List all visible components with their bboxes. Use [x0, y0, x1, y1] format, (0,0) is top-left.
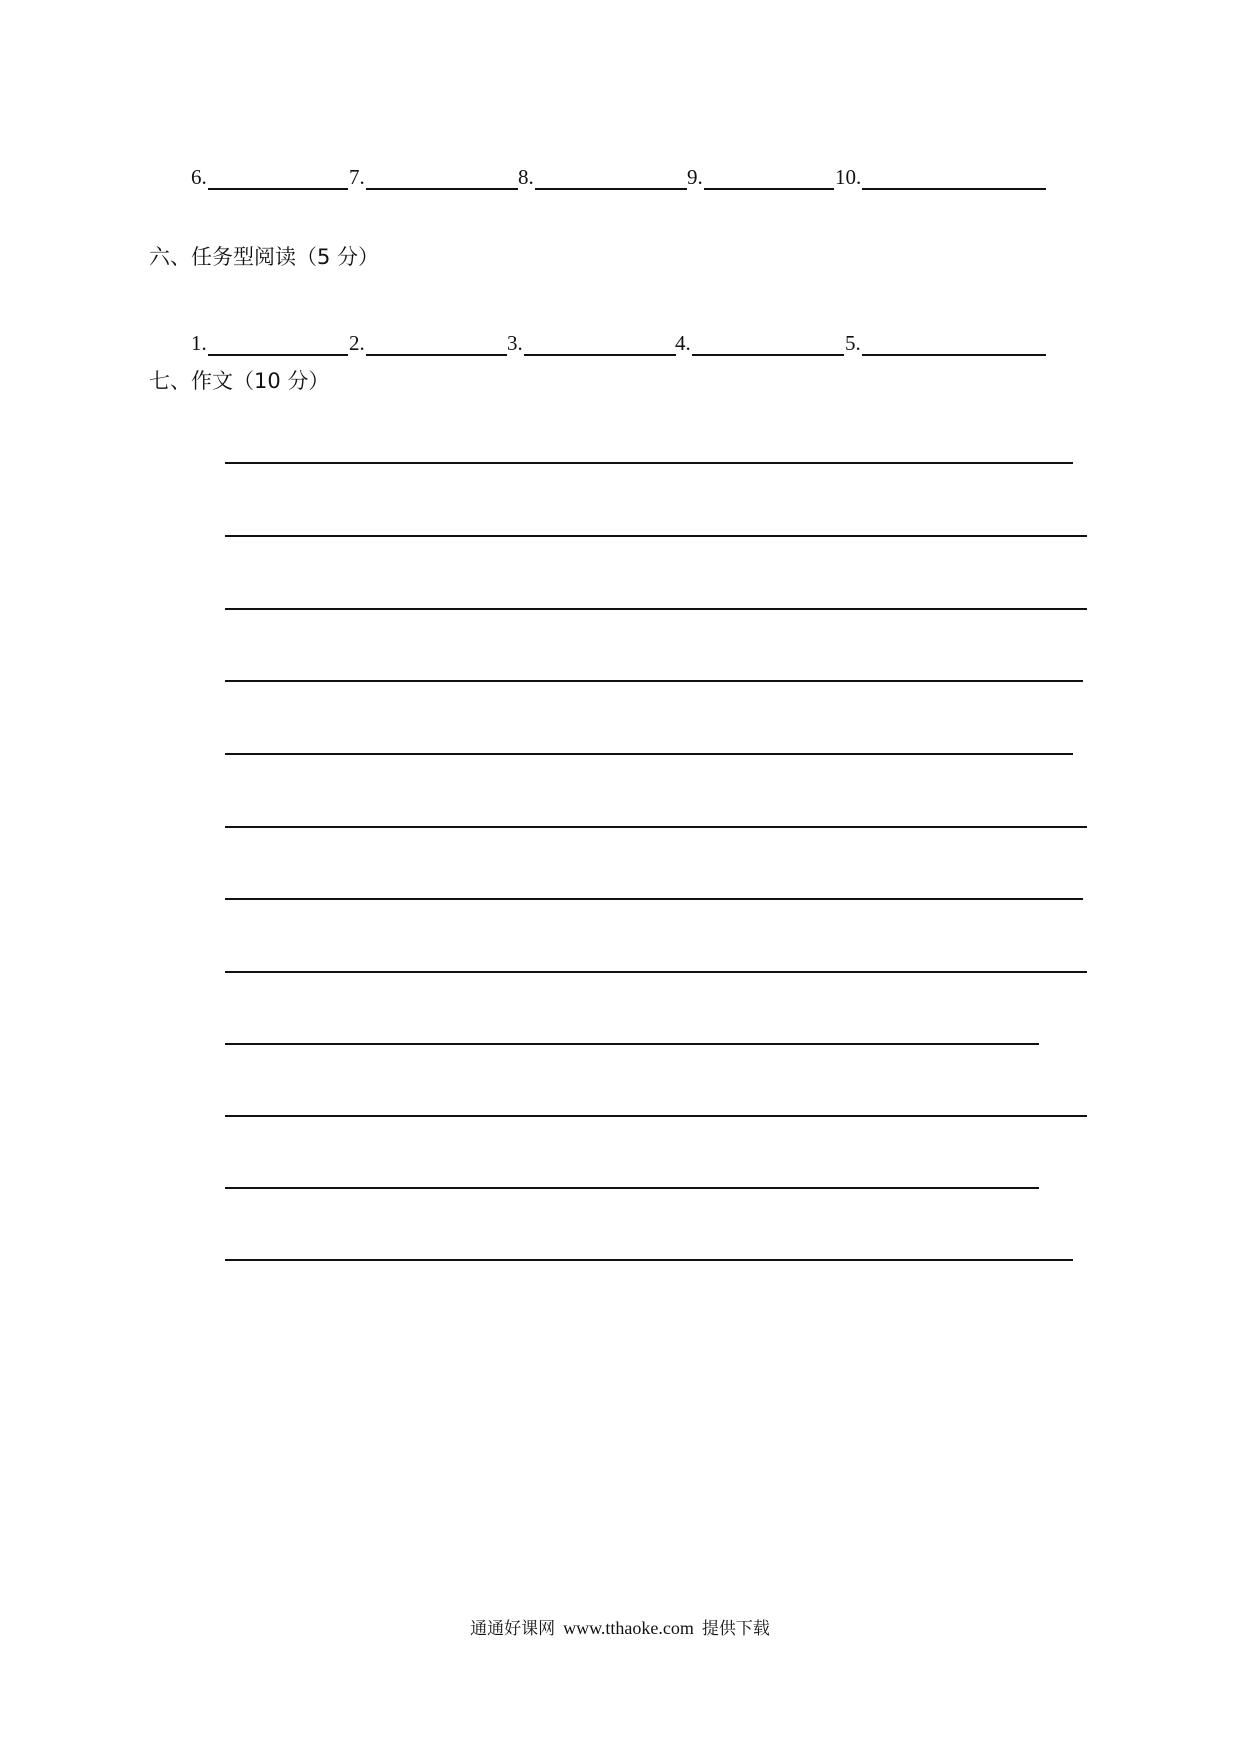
answer-blank-6[interactable]: [208, 188, 348, 190]
answer-blank-4[interactable]: [692, 354, 844, 356]
composition-line[interactable]: [225, 1187, 1039, 1189]
answer-blank-9[interactable]: [704, 188, 834, 190]
answer-number-8: 8.: [518, 165, 534, 189]
footer-suffix: 提供下载: [701, 1619, 770, 1639]
composition-line[interactable]: [225, 971, 1087, 973]
composition-line[interactable]: [225, 898, 1083, 900]
composition-line[interactable]: [225, 535, 1087, 537]
answer-blank-5[interactable]: [862, 354, 1046, 356]
composition-line[interactable]: [225, 826, 1087, 828]
answer-blank-1[interactable]: [208, 354, 348, 356]
composition-line[interactable]: [225, 608, 1087, 610]
answer-blank-2[interactable]: [366, 354, 507, 356]
composition-line[interactable]: [225, 1259, 1073, 1261]
answer-number-2: 2.: [349, 331, 365, 355]
composition-line[interactable]: [225, 1043, 1039, 1045]
answer-number-4: 4.: [675, 331, 691, 355]
answer-blank-10[interactable]: [862, 188, 1046, 190]
composition-line[interactable]: [225, 1115, 1087, 1117]
task-reading-answer-row: [0, 330, 1240, 360]
section-six-title: 六、任务型阅读（5 分）: [149, 245, 380, 269]
answer-number-7: 7.: [349, 165, 365, 189]
footer-site-name: 通通好课网: [470, 1619, 556, 1639]
page-footer: [0, 1617, 1240, 1640]
answer-number-6: 6.: [191, 165, 207, 189]
cloze-answer-row: [0, 164, 1240, 194]
answer-number-1: 1.: [191, 331, 207, 355]
answer-number-5: 5.: [845, 331, 861, 355]
answer-number-9: 9.: [687, 165, 703, 189]
composition-line[interactable]: [225, 753, 1073, 755]
composition-line[interactable]: [225, 462, 1073, 464]
answer-blank-7[interactable]: [366, 188, 518, 190]
answer-blank-3[interactable]: [524, 354, 676, 356]
answer-number-3: 3.: [507, 331, 523, 355]
footer-url-link[interactable]: www.tthaoke.com: [563, 1618, 694, 1638]
answer-number-10: 10.: [835, 165, 862, 189]
section-seven-title: 七、作文（10 分）: [149, 369, 330, 393]
answer-blank-8[interactable]: [535, 188, 687, 190]
composition-line[interactable]: [225, 680, 1083, 682]
